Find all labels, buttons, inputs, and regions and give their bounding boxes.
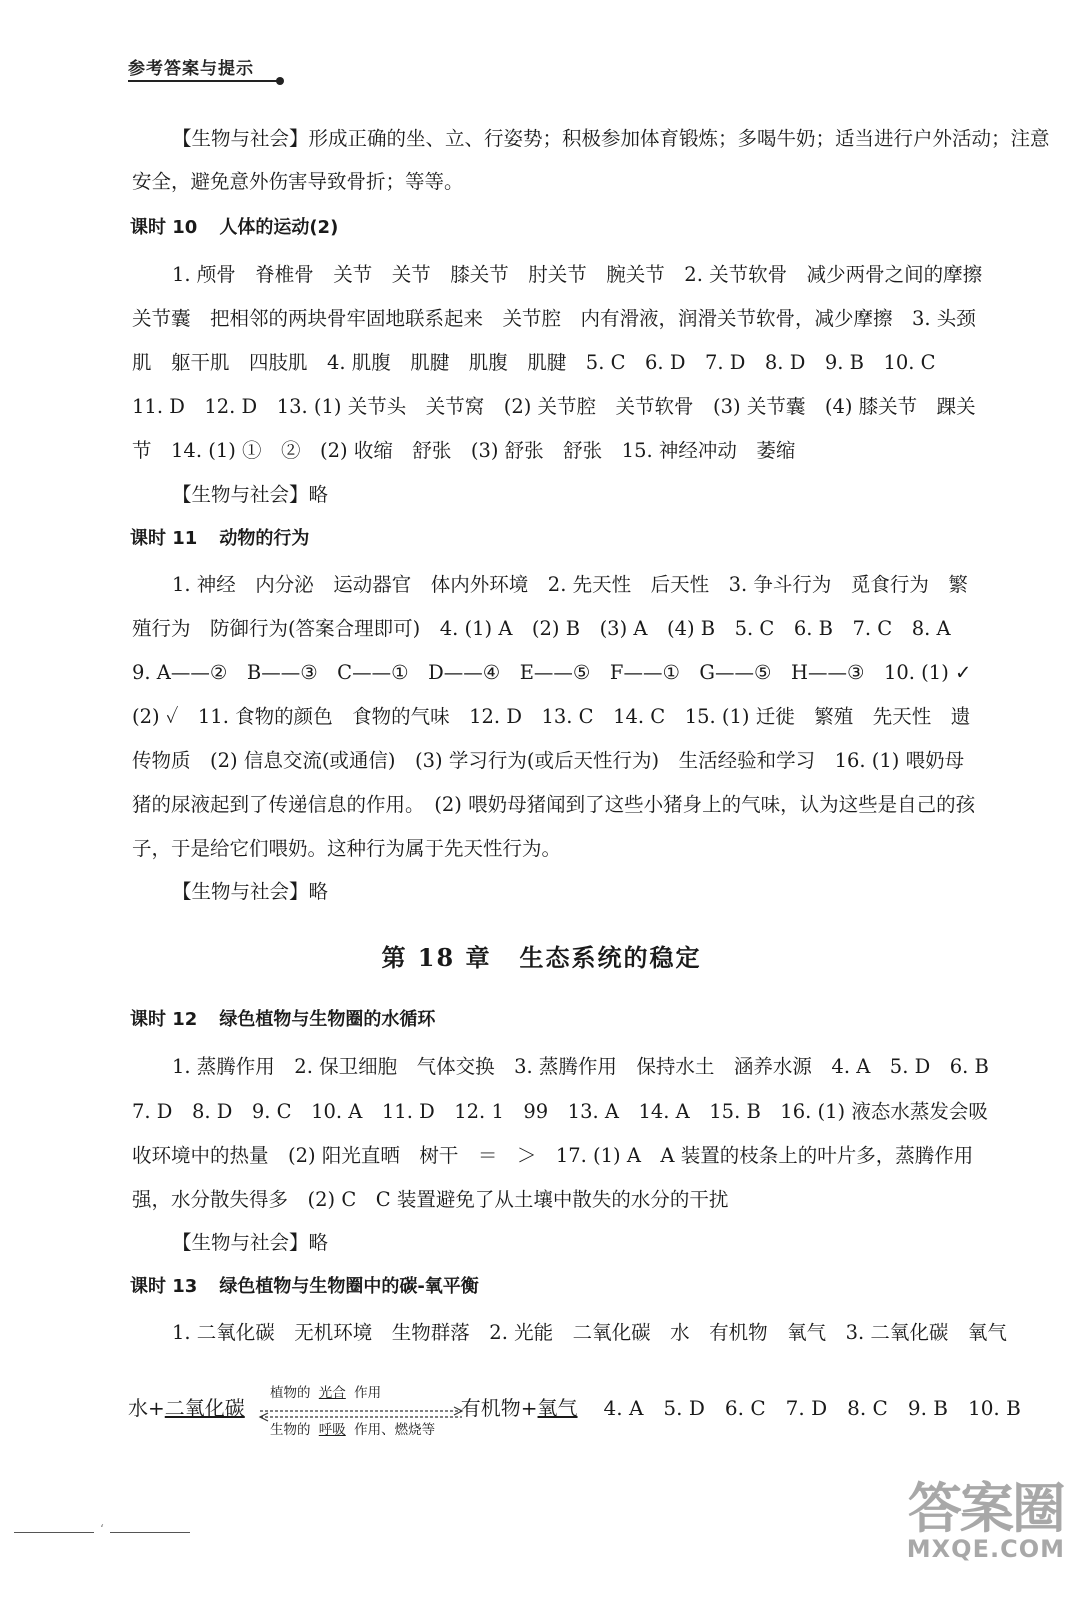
footer-rule: [14, 1532, 94, 1533]
page-header: [128, 54, 254, 79]
lesson-label: 课时 11: [130, 528, 198, 549]
equation-answers: 4. A 5. D 6. C 7. D 8. C 9. B 10. B: [603, 1396, 1021, 1420]
lesson-heading-10: [130, 213, 338, 239]
lesson-heading-13: [130, 1272, 479, 1298]
body-line: 节 14. (1) ① ② (2) 收缩 舒张 (3) 舒张 舒张 15. 神经冲动 萎缩: [132, 439, 796, 462]
lesson-title: 人体的运动(2): [219, 217, 339, 238]
footer-mark: ‘: [100, 1522, 104, 1536]
equation-bottom-label: [270, 1418, 435, 1438]
body-line: 收环境中的热量 (2) 阳光直晒 树干 ＝ ＞ 17. (1) A A 装置的枝条上的叶片多，蒸腾作用: [132, 1144, 974, 1167]
body-line: 安全，避免意外伤害导致骨折；等等。: [132, 170, 464, 193]
equation-left-b: 二氧化碳: [164, 1396, 245, 1420]
lesson-title: 动物的行为: [219, 528, 310, 549]
equation-top-label: [270, 1381, 381, 1401]
lesson-heading-12: [130, 1005, 435, 1031]
body-line: 9. A——② B——③ C——① D——④ E——⑤ F——① G——⑤ H——③ 10. (1) ✓: [132, 661, 972, 684]
footer-rule: [110, 1532, 190, 1533]
equation-bottom-prefix: 生物的: [270, 1422, 311, 1438]
equation-right-a: 有机物+: [460, 1396, 538, 1420]
watermark-site: MXQE.COM: [906, 1535, 1065, 1563]
body-line: (2) ✓ 11. 食物的颜色 食物的气味 12. D 13. C 14. C 15. (1) 迁徙 繁殖 先天性 遗: [132, 705, 971, 728]
lesson-label: 课时 13: [130, 1276, 198, 1297]
equation-bottom-suffix: 作用、燃烧等: [354, 1422, 436, 1438]
lesson-title: 绿色植物与生物圈中的碳-氧平衡: [219, 1276, 479, 1297]
body-line: 【生物与社会】形成正确的坐、立、行姿势；积极参加体育锻炼；多喝牛奶；适当进行户外活动；注意: [172, 127, 1050, 150]
body-line: 子，于是给它们喂奶。这种行为属于先天性行为。: [132, 837, 562, 860]
body-line: 7. D 8. D 9. C 10. A 11. D 12. 1 99 13. A 14. A 15. B 16. (1) 液态水蒸发会吸: [132, 1100, 988, 1123]
lesson-label: 课时 10: [130, 217, 198, 238]
chapter-heading: [0, 938, 1083, 973]
header-title: 参考答案与提示: [128, 59, 254, 79]
body-line: 1. 蒸腾作用 2. 保卫细胞 气体交换 3. 蒸腾作用 保持水土 涵养水源 4. A 5. D 6. B: [172, 1055, 989, 1078]
body-line: 强，水分散失得多 (2) C C 装置避免了从土壤中散失的水分的干扰: [132, 1188, 729, 1211]
lesson-title: 绿色植物与生物圈的水循环: [219, 1009, 436, 1030]
header-dot: [276, 77, 284, 85]
body-line: 殖行为 防御行为(答案合理即可) 4. (1) A (2) B (3) A (4) B 5. C 6. B 7. C 8. A: [132, 617, 951, 640]
header-rule: [128, 80, 278, 82]
body-line: 传物质 (2) 信息交流(或通信) (3) 学习行为(或后天性行为) 生活经验和学习 16. (1) 喂奶母: [132, 749, 965, 772]
body-line: 1. 颅骨 脊椎骨 关节 关节 膝关节 肘关节 腕关节 2. 关节软骨 减少两骨之间的摩擦: [172, 263, 983, 286]
equation-top-fill: 光合: [318, 1385, 346, 1401]
watermark-logo: 答案圈: [907, 1477, 1064, 1540]
body-line: 猪的尿液起到了传递信息的作用。 (2) 喂奶母猪闻到了这些小猪身上的气味，认为这些是自己的孩: [132, 793, 976, 816]
body-line: 肌 躯干肌 四肢肌 4. 肌腹 肌腱 肌腹 肌腱 5. C 6. D 7. D 8. D 9. B 10. C: [132, 351, 936, 374]
body-line: 11. D 12. D 13. (1) 关节头 关节窝 (2) 关节腔 关节软骨 (3) 关节囊 (4) 膝关节 踝关: [132, 395, 976, 418]
equation-bottom-fill: 呼吸: [318, 1422, 346, 1438]
equation-top-prefix: 植物的: [270, 1385, 311, 1401]
body-line: 【生物与社会】略: [172, 1231, 329, 1254]
body-line: 【生物与社会】略: [172, 483, 329, 506]
equation-left-a: 水+: [128, 1396, 165, 1420]
body-line: 1. 神经 内分泌 运动器官 体内外环境 2. 先天性 后天性 3. 争斗行为 觅食行为 繁: [172, 573, 968, 596]
chapter-title: 生态系统的稳定: [519, 943, 702, 972]
lesson-heading-11: [130, 524, 309, 550]
equation-right-b: 氧气: [537, 1396, 578, 1420]
watermark: [906, 1477, 1065, 1563]
chapter-label: 第 18 章: [381, 943, 492, 972]
equation-top-suffix: 作用: [354, 1385, 382, 1401]
body-line: 【生物与社会】略: [172, 880, 329, 903]
body-line: 1. 二氧化碳 无机环境 生物群落 2. 光能 二氧化碳 水 有机物 氧气 3. 二氧化碳 氧气: [172, 1321, 1007, 1344]
body-line: 关节囊 把相邻的两块骨牢固地联系起来 关节腔 内有滑液，润滑关节软骨，减少摩擦 3. 头颈: [132, 307, 976, 330]
lesson-label: 课时 12: [130, 1009, 198, 1030]
